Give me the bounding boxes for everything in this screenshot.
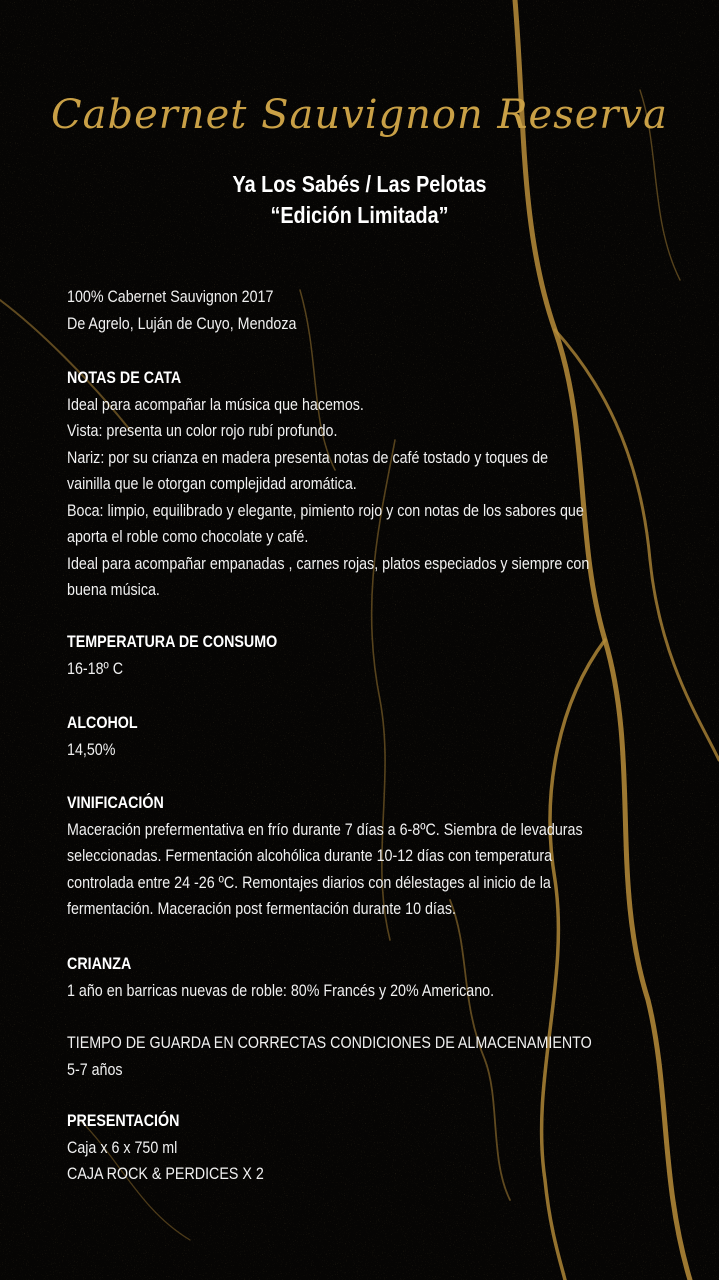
notas-heading: NOTAS DE CATA <box>67 368 182 387</box>
vinificacion-section <box>67 790 667 923</box>
temperatura-heading: TEMPERATURA DE CONSUMO <box>67 632 278 651</box>
guarda-section <box>67 1030 667 1083</box>
notas-line: Boca: limpio, equilibrado y elegante, pimiento rojo y con notas de los sabores que <box>67 500 584 520</box>
presentacion-box-rock: CAJA ROCK & PERDICES X 2 <box>67 1164 264 1183</box>
crianza-section <box>67 951 667 1004</box>
alcohol-heading: ALCOHOL <box>67 713 138 732</box>
presentacion-heading: PRESENTACIÓN <box>67 1111 180 1130</box>
crianza-value: 1 año en barricas nuevas de roble: 80% Francés y 20% Americano. <box>67 980 495 1000</box>
notas-line: Ideal para acompañar empanadas , carnes rojas, platos especiados y siempre con <box>67 553 590 573</box>
alcohol-section <box>67 710 667 763</box>
notas-line: vainilla que le otorgan complejidad aromática. <box>67 474 357 493</box>
guarda-value: 5-7 años <box>67 1059 123 1079</box>
alcohol-value: 14,50% <box>67 739 116 759</box>
subtitle-edition: “Edición Limitada” <box>270 202 449 228</box>
intro-block <box>67 284 667 337</box>
vinificacion-line: Maceración prefermentativa en frío durante 7 días a 6-8ºC. Siembra de levaduras <box>67 819 583 839</box>
presentacion-box: Caja x 6 x 750 ml <box>67 1137 178 1157</box>
vinificacion-line: fermentación. Maceración post fermentación durante 10 días. <box>67 899 456 918</box>
temperatura-section <box>67 629 667 682</box>
notas-line: Nariz: por su crianza en madera presenta notas de café tostado y toques de <box>67 447 549 467</box>
guarda-heading: TIEMPO DE GUARDA EN CORRECTAS CONDICIONES DE ALMACENAMIENTO <box>67 1033 592 1052</box>
subtitle-band: Ya Los Sabés / Las Pelotas <box>232 171 487 197</box>
temperatura-value: 16-18º C <box>67 658 124 678</box>
notas-line: Ideal para acompañar la música que hacemos. <box>67 394 364 414</box>
notas-line: Vista: presenta un color rojo rubí profundo. <box>67 421 338 440</box>
notas-line: aporta el roble como chocolate y café. <box>67 527 309 546</box>
crianza-heading: CRIANZA <box>67 954 132 973</box>
vinificacion-line: controlada entre 24 -26 ºC. Remontajes diarios con délestages al inicio de la <box>67 872 551 892</box>
vinificacion-heading: VINIFICACIÓN <box>67 793 164 812</box>
origin-line: De Agrelo, Luján de Cuyo, Mendoza <box>67 313 297 333</box>
varietal-line: 100% Cabernet Sauvignon 2017 <box>67 287 274 306</box>
vinificacion-line: seleccionadas. Fermentación alcohólica durante 10-12 días con temperatura <box>67 846 553 865</box>
presentacion-section <box>67 1108 667 1188</box>
wine-title: Cabernet Sauvignon Reserva <box>51 92 668 138</box>
notas-line: buena música. <box>67 580 160 599</box>
notas-section <box>67 365 667 604</box>
